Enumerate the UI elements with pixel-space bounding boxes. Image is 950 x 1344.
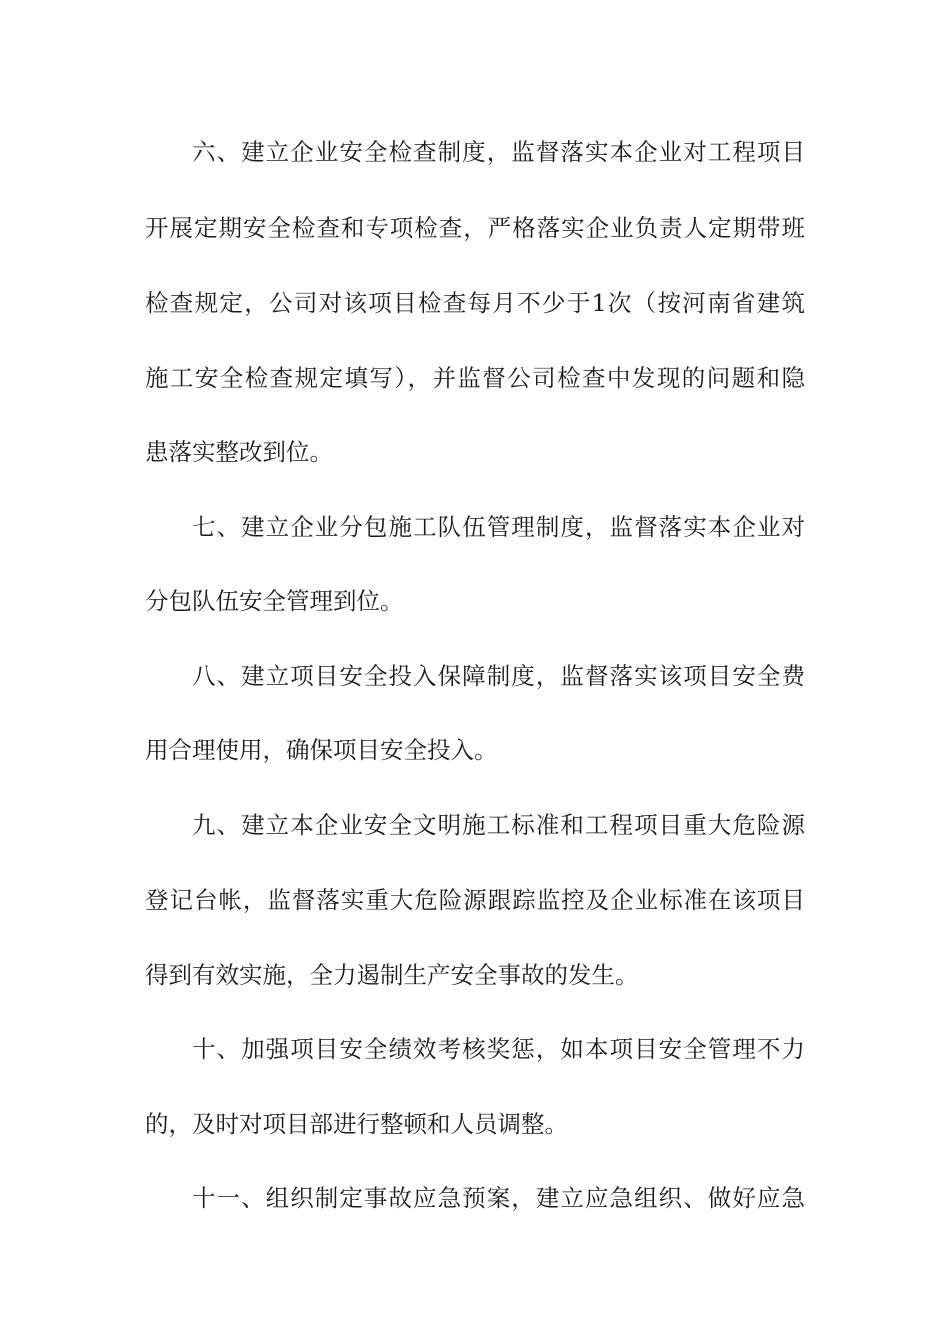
paragraph-7-line-2: 分包队伍安全管理到位。 <box>145 587 404 615</box>
paragraph-11-line-1: 十一、组织制定事故应急预案，建立应急组织、做好应急 <box>192 1184 805 1212</box>
paragraph-6-line-1: 六、建立企业安全检查制度，监督落实本企业对工程项目 <box>192 138 805 166</box>
paragraph-6-line-2: 开展定期安全检查和专项检查，严格落实企业负责人定期带班 <box>145 214 805 242</box>
paragraph-10-line-1: 十、加强项目安全绩效考核奖惩，如本项目安全管理不力 <box>192 1035 805 1063</box>
paragraph-10-line-2: 的，及时对项目部进行整顿和人员调整。 <box>145 1110 568 1138</box>
paragraph-9-line-2: 登记台帐，监督落实重大危险源跟踪监控及企业标准在该项目 <box>145 886 805 914</box>
paragraph-7-line-1: 七、建立企业分包施工队伍管理制度，监督落实本企业对 <box>192 513 805 541</box>
paragraph-9-line-3: 得到有效实施，全力遏制生产安全事故的发生。 <box>145 961 639 989</box>
paragraph-8-line-2: 用合理使用，确保项目安全投入。 <box>145 736 498 764</box>
paragraph-6-line-5: 患落实整改到位。 <box>145 438 333 466</box>
paragraph-8-line-1: 八、建立项目安全投入保障制度，监督落实该项目安全费 <box>192 662 805 690</box>
paragraph-6-line-3: 检查规定，公司对该项目检查每月不少于1次（按河南省建筑 <box>145 289 805 317</box>
paragraph-9-line-1: 九、建立本企业安全文明施工标准和工程项目重大危险源 <box>192 811 805 839</box>
paragraph-6-line-4: 施工安全检查规定填写），并监督公司检查中发现的问题和隐 <box>145 364 805 392</box>
